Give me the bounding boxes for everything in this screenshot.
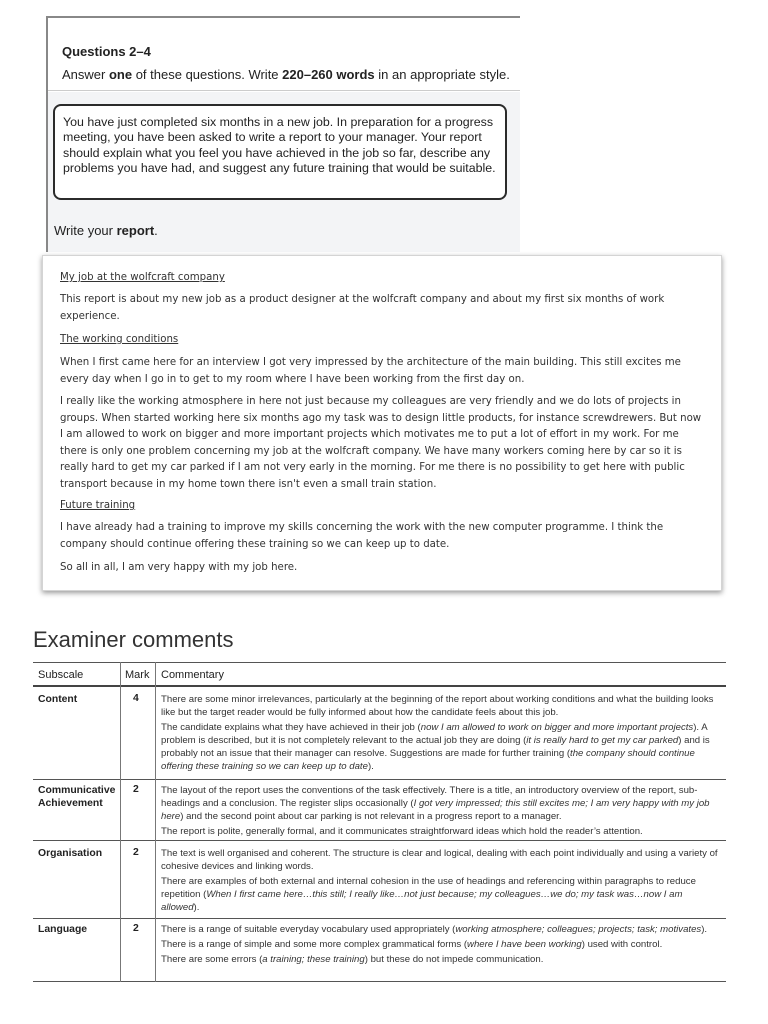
column-divider	[155, 662, 156, 982]
subscale-communicative-achievement: Communicative Achievement	[38, 785, 116, 809]
report-title: My job at the wolfcraft company	[60, 272, 225, 283]
mark-content: 4	[133, 693, 139, 704]
column-header-subscale: Subscale	[38, 669, 84, 681]
examiner-comments-heading: Examiner comments	[33, 627, 234, 652]
report-paragraph-3: I have already had a training to improve my skills concerning the work with the new computer programme. I think the company should continue offering these training so we can keep up to date.	[60, 522, 664, 550]
column-header-mark: Mark	[125, 669, 150, 681]
subscale-language: Language	[38, 924, 88, 935]
mark-organisation: 2	[133, 847, 139, 858]
panel-left-border	[46, 16, 48, 252]
report-paragraph-1: When I first came here for an interview I got very impressed by the architecture of the main building. This still excites me every day when I go in to get to my room where I have been working from the first day on.	[60, 357, 681, 385]
table-bottom-rule	[33, 981, 726, 982]
row-divider	[33, 779, 726, 780]
table-header-rule	[33, 685, 726, 687]
row-divider	[33, 918, 726, 919]
table-top-rule	[33, 662, 726, 663]
write-instruction: Write your report.	[54, 223, 158, 238]
row-divider	[33, 840, 726, 841]
report-intro: This report is about my new job as a product designer at the wolfcraft company and about my first six months of work experience.	[60, 294, 665, 322]
column-header-commentary: Commentary	[161, 669, 224, 681]
mark-language: 2	[133, 923, 139, 934]
questions-instruction: Answer one of these questions. Write 220–260 words in an appropriate style.	[62, 67, 510, 82]
heading-future-training: Future training	[60, 500, 136, 511]
commentary-content: There are some minor irrelevances, particularly at the beginning of the report about working conditions and what the building looks like but the target reader would be fully informed about how the candidate feels about this job. The candidate explains what they have achieved in their job (now I am allowed to work on bigger and more important projects). A problem is described, but it is not completely relevant to the actual job they are doing (it is really hard to get my car parked) and is probably not an issue that their manager can resolve. Suggestions are made for further training (the company should continue offering these training so we can keep up to date).	[161, 694, 714, 772]
report-closing: So all in all, I am very happy with my job here.	[60, 562, 298, 573]
commentary-language: There is a range of suitable everyday vocabulary used appropriately (working atmosphere; colleagues; projects; task; motivates). There is a range of simple and some more complex grammatical forms (where I have been working) used with control. There are some errors (a training; these training) but these do not impede communication.	[161, 924, 708, 965]
mark-communicative-achievement: 2	[133, 784, 139, 795]
heading-working-conditions: The working conditions	[60, 334, 179, 345]
task-prompt-box: You have just completed six months in a new job. In preparation for a progress meeting, you have been asked to write a report to your manager. Your report should explain what you feel you have achieved in the job so far, describe any problems you have had, and suggest any future training that would be suitable.	[53, 104, 507, 200]
report-paragraph-2: I really like the working atmosphere in here not just because my colleagues are very friendly and we do lots of projects in groups. When started working here six months ago my task was to design little products, for instance screwdrewers. But now I am allowed to work on bigger and more important projects which motivates me to put a lot of effort in my work. For me there is only one problem concerning my job at the wolfcraft company. We have many workers coming here by car so it is really hard to get my car parked if I am not very early in the morning. For me there is no possibility to get here with public transport because in my home town there isn't even a small train station.	[60, 396, 702, 490]
questions-title: Questions 2–4	[62, 44, 151, 59]
candidate-report	[42, 255, 722, 591]
subscale-content: Content	[38, 694, 78, 705]
commentary-communicative-achievement: The layout of the report uses the conventions of the task effectively. There is a title, an introductory overview of the report, sub-headings and a conclusion. The register slips occasionally (I got very impressed; this still excites me; I am very happy with my job here) and the second point about car parking is not relevant in a progress report to a manager. The report is polite, generally formal, and it communicates straightforward ideas which hold the reader’s attention.	[161, 785, 710, 837]
column-divider	[120, 662, 121, 982]
examiner-table	[33, 662, 726, 982]
panel-top-border	[46, 16, 520, 18]
subscale-organisation: Organisation	[38, 848, 103, 859]
commentary-organisation: The text is well organised and coherent. The structure is clear and logical, dealing with each point individually and using a variety of cohesive devices and linking words. There are examples of both external and internal cohesion in the use of headings and referencing within paragraphs to reduce repetition (When I first came here…this still; I really like…not just because; my colleagues…we do; my task was…now I am allowed).	[161, 848, 718, 913]
questions-divider	[48, 90, 520, 91]
